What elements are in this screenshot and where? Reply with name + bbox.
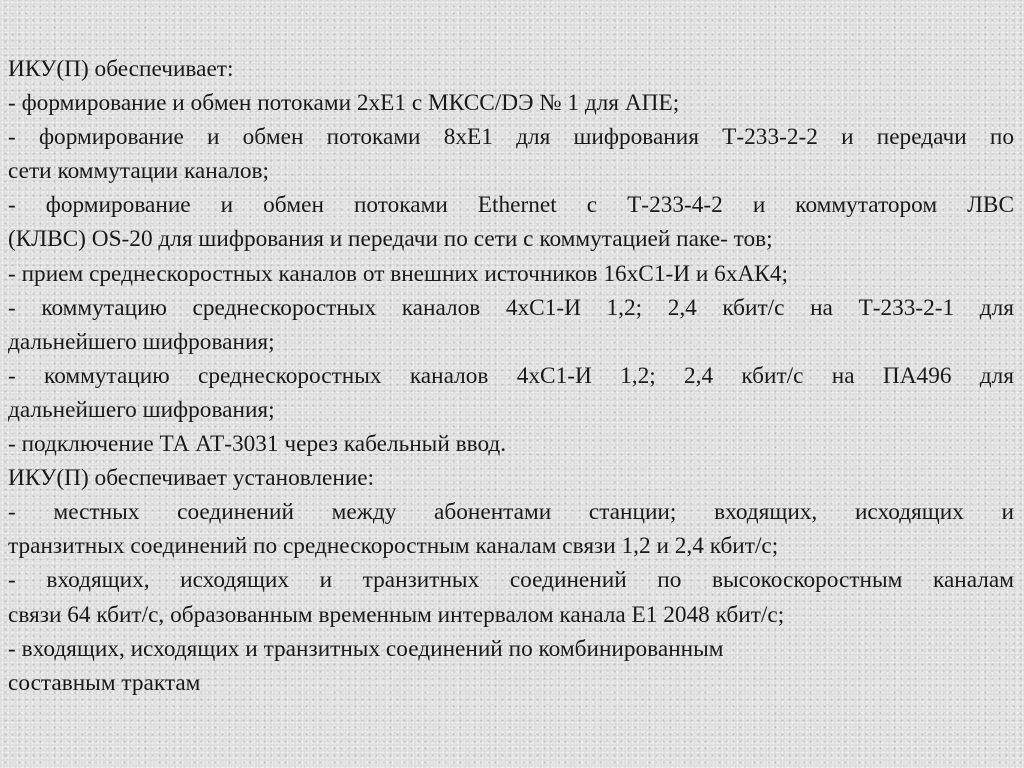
text-line: - формирование и обмен потоками Ethernet с Т-233-4-2 и коммутатором ЛВС — [8, 192, 1014, 219]
text-line: - формирование и обмен потоками 2хЕ1 с МКСС/DЭ № 1 для АПЕ; — [8, 90, 680, 117]
text-line: (КЛВС) OS-20 для шифрования и передачи по сети с коммутацией паке- тов; — [8, 226, 773, 253]
text-line: - входящих, исходящих и транзитных соединений по комбинированным — [8, 635, 724, 662]
text-line: - коммутацию среднескоростных каналов 4хС1-И 1,2; 2,4 кбит/с на Т-233-2-1 для — [8, 294, 1014, 321]
text-line: сети коммутации каналов; — [8, 158, 270, 185]
text-line: транзитных соединений по среднескоростным каналам связи 1,2 и 2,4 кбит/с; — [8, 533, 779, 560]
text-line: - формирование и обмен потоками 8хЕ1 для шифрования Т-233-2-2 и передачи по — [8, 124, 1014, 151]
slide-body-text — [8, 52, 1014, 700]
text-line: ИКУ(П) обеспечивает установление: — [8, 465, 375, 492]
text-line: - входящих, исходящих и транзитных соединений по высокоскоростным каналам — [8, 567, 1014, 594]
text-line: - местных соединений между абонентами станции; входящих, исходящих и — [8, 499, 1014, 526]
text-line: дальнейшего шифрования; — [8, 396, 275, 423]
text-line: - коммутацию среднескоростных каналов 4хС1-И 1,2; 2,4 кбит/с на ПА496 для — [8, 362, 1014, 389]
text-line: дальнейшего шифрования; — [8, 328, 275, 355]
text-line: - подключение ТА АТ-3031 через кабельный ввод. — [8, 431, 507, 458]
text-line: ИКУ(П) обеспечивает: — [8, 56, 234, 82]
text-line: - прием среднескоростных каналов от внешних источников 16хС1-И и 6хАК4; — [8, 260, 788, 287]
text-line: связи 64 кбит/с, образованным временным интервалом канала Е1 2048 кбит/с; — [8, 601, 785, 628]
text-line: составным трактам — [8, 669, 201, 696]
